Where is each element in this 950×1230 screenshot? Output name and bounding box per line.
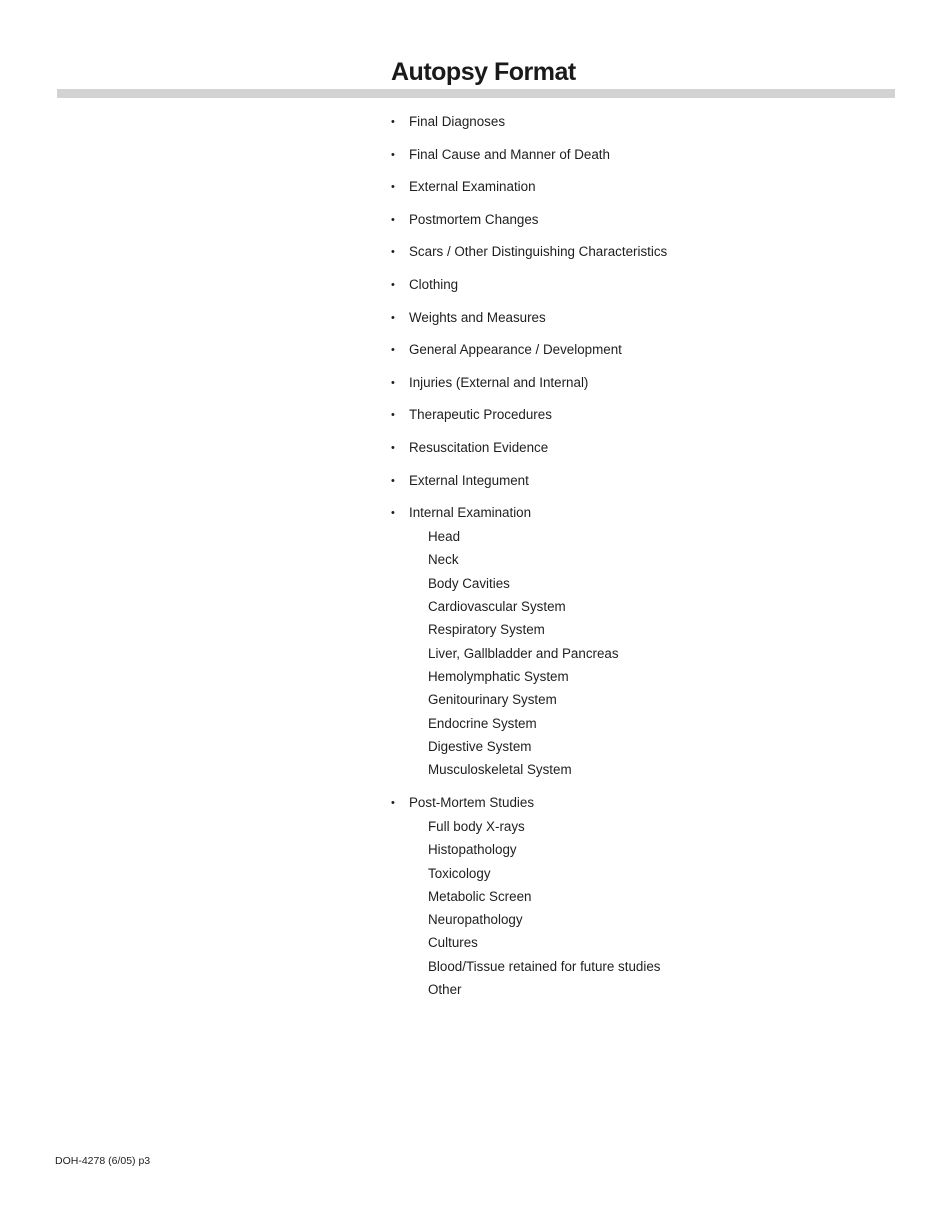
bullet-icon: • xyxy=(391,409,395,422)
sub-list-item: Body Cavities xyxy=(428,575,510,591)
list-item-label: Internal Examination xyxy=(409,505,532,521)
sub-list-item: Endocrine System xyxy=(428,715,537,731)
sub-list-item: Histopathology xyxy=(428,842,517,858)
list-item-label: Injuries (External and Internal) xyxy=(409,374,589,390)
list-item-label: Scars / Other Distinguishing Characteristics xyxy=(409,244,668,260)
list-item xyxy=(391,209,891,231)
bullet-icon: • xyxy=(391,278,395,291)
sub-list xyxy=(409,815,891,1001)
list-item-label: Weights and Measures xyxy=(409,309,546,325)
list-item xyxy=(391,502,891,781)
list-item xyxy=(391,470,891,492)
list-item-label: General Appearance / Development xyxy=(409,342,622,358)
list-item-label: Final Diagnoses xyxy=(409,114,506,129)
list-item-label: Final Cause and Manner of Death xyxy=(409,146,610,162)
list-item-label: Resuscitation Evidence xyxy=(409,439,549,455)
bullet-icon: • xyxy=(391,441,395,454)
list-item-label: Post-Mortem Studies xyxy=(409,794,535,810)
sub-list-item: Toxicology xyxy=(428,865,491,881)
sub-list-item: Metabolic Screen xyxy=(428,888,532,904)
sub-list-item: Cardiovascular System xyxy=(428,599,566,615)
bullet-icon: • xyxy=(391,474,395,487)
bullet-icon: • xyxy=(391,344,395,357)
sub-list-item: Neck xyxy=(428,552,459,568)
list-item-label: Postmortem Changes xyxy=(409,211,539,227)
bullet-icon: • xyxy=(391,181,395,194)
sub-list-item: Liver, Gallbladder and Pancreas xyxy=(428,645,619,661)
bullet-icon: • xyxy=(391,311,395,324)
sub-list-item: Hemolymphatic System xyxy=(428,668,569,684)
form-code: DOH-4278 (6/05) p3 xyxy=(55,1155,151,1167)
bullet-icon: • xyxy=(391,148,395,161)
sub-list-item: Other xyxy=(428,982,462,998)
bullet-icon: • xyxy=(391,116,395,128)
list-item-label: Therapeutic Procedures xyxy=(409,407,552,423)
bullet-icon: • xyxy=(391,376,395,389)
list-item-label: External Integument xyxy=(409,472,529,488)
title-divider xyxy=(57,89,895,98)
sub-list-item: Genitourinary System xyxy=(428,692,557,708)
list-item xyxy=(391,241,891,263)
bullet-icon: • xyxy=(391,213,395,226)
list-item xyxy=(391,792,891,1001)
sub-list-item: Neuropathology xyxy=(428,912,523,928)
sub-list-item: Cultures xyxy=(428,935,478,951)
list-item xyxy=(391,307,891,329)
list-item xyxy=(391,274,891,296)
sub-list xyxy=(409,525,891,781)
list-item xyxy=(391,144,891,166)
bullet-icon: • xyxy=(391,796,395,809)
sub-list-item: Digestive System xyxy=(428,738,532,754)
list-item xyxy=(391,111,891,133)
list-item xyxy=(391,339,891,361)
sub-list-item: Head xyxy=(428,529,461,545)
list-item-label: Clothing xyxy=(409,276,459,292)
sub-list-item: Full body X-rays xyxy=(428,818,525,834)
list-item xyxy=(391,437,891,459)
list-item xyxy=(391,404,891,426)
sub-list-item: Blood/Tissue retained for future studies xyxy=(428,958,661,974)
list-item xyxy=(391,372,891,394)
list-item xyxy=(391,176,891,198)
sub-list-item: Musculoskeletal System xyxy=(428,762,572,778)
page-title: Autopsy Format xyxy=(391,58,576,86)
autopsy-outline-list xyxy=(391,111,891,1012)
bullet-icon: • xyxy=(391,507,395,520)
sub-list-item: Respiratory System xyxy=(428,622,545,638)
list-item-label: External Examination xyxy=(409,179,536,195)
bullet-icon: • xyxy=(391,246,395,259)
